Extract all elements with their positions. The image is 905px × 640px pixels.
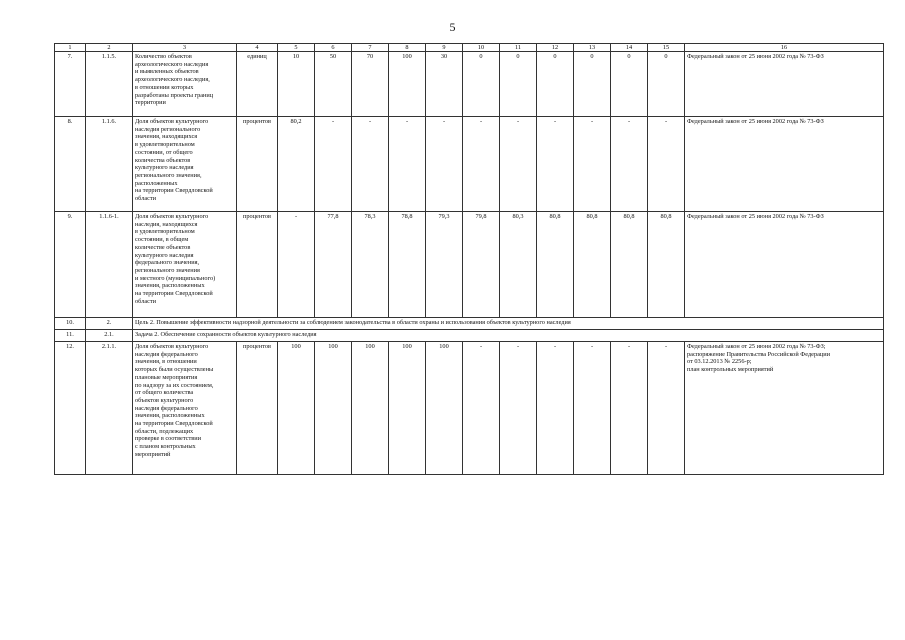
value-cell: 79,3 [426,212,463,318]
value-cell: 0 [537,52,574,117]
value-cell: 80,8 [574,212,611,318]
value-cell: - [611,342,648,475]
column-header: 1 [55,44,86,52]
value-cell: 100 [389,52,426,117]
value-cell: 0 [463,52,500,117]
indicator-name: Доля объектов культурного наследия федерального значения, в отношении которых были осуществлены плановые мероприятия по надзору за их состоянием, от общего количества объектов культурного наследия федерального значения, расположенных на территории Свердловской области, подлежащих проверке в соответствии с планом контрольных мероприятий [133,342,237,475]
indicator-name: Доля объектов культурного наследия, находящихся в удовлетворительном состоянии, в общем количестве объектов культурного наследия федерального значения, регионального значения и местного (муниципального) значения, расположенных на территории Свердловской области [133,212,237,318]
value-cell: 10 [278,52,315,117]
value-cell: - [648,117,685,212]
column-header: 8 [389,44,426,52]
table-row [55,52,884,117]
value-cell: 100 [315,342,352,475]
value-cell: 0 [500,52,537,117]
value-cell: 80,8 [611,212,648,318]
value-cell: - [574,117,611,212]
column-header: 4 [237,44,278,52]
task-text: Задача 2. Обеспечение сохранности объектов культурного наследия [133,330,884,342]
value-cell: 70 [352,52,389,117]
column-header: 11 [500,44,537,52]
value-cell: 0 [648,52,685,117]
value-cell: 100 [352,342,389,475]
column-header: 14 [611,44,648,52]
row-code: 1.1.6-1. [86,212,133,318]
value-cell: - [574,342,611,475]
indicators-table [54,43,884,475]
source-cell: Федеральный закон от 25 июня 2002 года № 73-ФЗ [685,212,884,318]
value-cell: - [278,212,315,318]
value-cell: - [500,342,537,475]
value-cell: 0 [574,52,611,117]
value-cell: - [463,342,500,475]
column-header: 9 [426,44,463,52]
value-cell: - [315,117,352,212]
table-row [55,330,884,342]
row-number: 11. [55,330,86,342]
value-cell: 79,8 [463,212,500,318]
unit-cell: единиц [237,52,278,117]
table-row [55,342,884,475]
column-header: 10 [463,44,500,52]
column-header: 12 [537,44,574,52]
value-cell: - [537,117,574,212]
row-number: 7. [55,52,86,117]
indicator-name: Доля объектов культурного наследия регионального значения, находящихся в удовлетворительном состоянии, от общего количества объектов культурного наследия регионального значения, расположенных на территории Свердловской области [133,117,237,212]
value-cell: - [500,117,537,212]
value-cell: - [389,117,426,212]
value-cell: - [426,117,463,212]
header-row [55,44,884,52]
indicator-name: Количество объектов археологического наследия и выявленных объектов археологического наследия, в отношении которых разработаны проекты границ территории [133,52,237,117]
column-header: 5 [278,44,315,52]
value-cell: 100 [389,342,426,475]
row-number: 8. [55,117,86,212]
column-header: 16 [685,44,884,52]
source-cell: Федеральный закон от 25 июня 2002 года № 73-ФЗ [685,52,884,117]
table-row [55,117,884,212]
column-header: 15 [648,44,685,52]
row-code: 1.1.5. [86,52,133,117]
unit-cell: процентов [237,212,278,318]
value-cell: - [648,342,685,475]
value-cell: 100 [426,342,463,475]
value-cell: - [611,117,648,212]
column-header: 2 [86,44,133,52]
unit-cell: процентов [237,117,278,212]
value-cell: 50 [315,52,352,117]
value-cell: 80,8 [537,212,574,318]
source-cell: Федеральный закон от 25 июня 2002 года № 73-ФЗ [685,117,884,212]
column-header: 7 [352,44,389,52]
page-number: 5 [449,20,456,34]
value-cell: - [537,342,574,475]
table-row [55,318,884,330]
value-cell: 30 [426,52,463,117]
row-code: 2.1. [86,330,133,342]
column-header: 3 [133,44,237,52]
unit-cell: процентов [237,342,278,475]
value-cell: 80,2 [278,117,315,212]
value-cell: - [463,117,500,212]
goal-text: Цель 2. Повышение эффективности надзорной деятельности за соблюдением законодательства в области охраны и использования объектов культурного наследия [133,318,884,330]
row-number: 9. [55,212,86,318]
table-row [55,212,884,318]
value-cell: - [352,117,389,212]
source-cell: Федеральный закон от 25 июня 2002 года № 73-ФЗ; распоряжение Правительства Российской Федерации от 03.12.2013 № 2256-р; план контрольных мероприятий [685,342,884,475]
row-code: 2.1.1. [86,342,133,475]
value-cell: 80,8 [648,212,685,318]
row-code: 1.1.6. [86,117,133,212]
row-number: 12. [55,342,86,475]
value-cell: 78,3 [352,212,389,318]
value-cell: 100 [278,342,315,475]
row-code: 2. [86,318,133,330]
value-cell: 77,8 [315,212,352,318]
column-header: 6 [315,44,352,52]
column-header: 13 [574,44,611,52]
row-number: 10. [55,318,86,330]
value-cell: 0 [611,52,648,117]
value-cell: 80,3 [500,212,537,318]
value-cell: 78,8 [389,212,426,318]
